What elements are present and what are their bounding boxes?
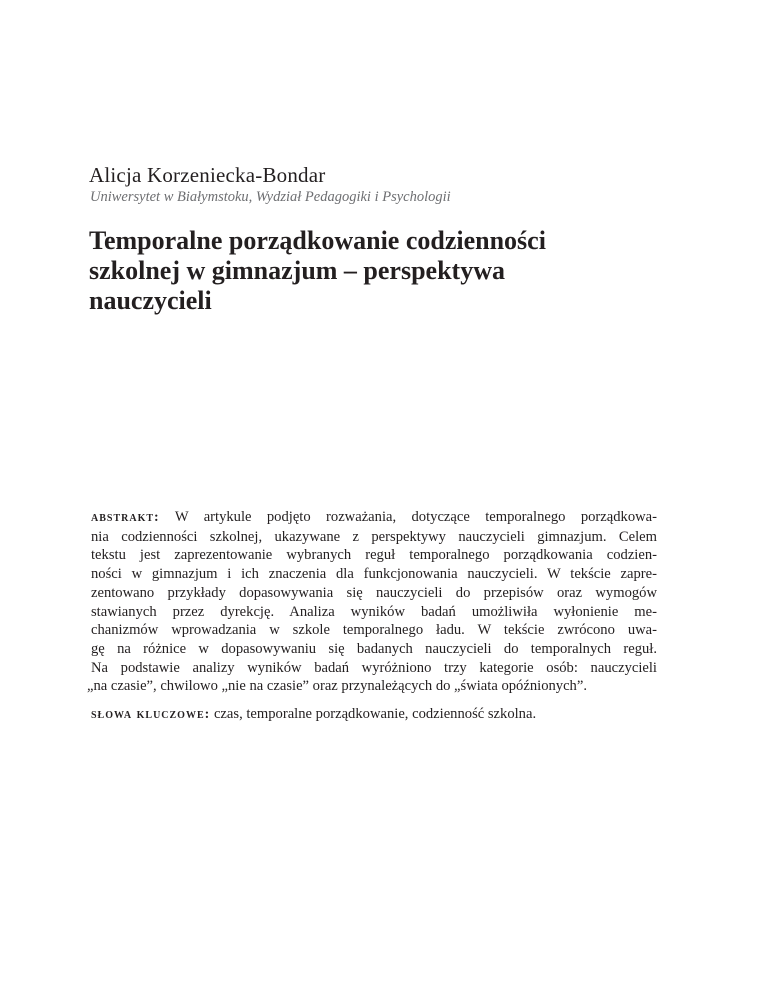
title-line: szkolnej w gimnazjum – perspektywa	[89, 256, 505, 285]
abstract-line	[77, 508, 657, 528]
keywords-text: czas, temporalne porządkowanie, codzienność szkolna.	[213, 706, 537, 722]
author-affiliation: Uniwersytet w Białymstoku, Wydział Pedagogiki i Psychologii	[90, 189, 451, 205]
author-name: Alicja Korzeniecka-Bondar	[89, 163, 326, 187]
keywords-label: słowa kluczowe:	[91, 707, 211, 722]
abstract-line: ności w gimnazjum i ich znaczenia dla funkcjonowania nauczycieli. W tekście zapre-	[91, 566, 657, 583]
abstract-label: abstrakt:	[91, 510, 160, 525]
abstract-line: „na czasie”, chwilowo „nie na czasie” oraz przynależących do „świata opóźnionych”.	[87, 678, 587, 695]
abstract-line: zentowano przykłady dopasowywania się nauczycieli do przepisów oraz wymogów	[91, 584, 657, 601]
abstract-line: chanizmów wprowadzania w szkole temporalnego ładu. W tekście zwrócono uwa-	[91, 622, 657, 639]
abstract-line: stawianych przez dyrekcję. Analiza wyników badań umożliwiła wyłonienie me-	[91, 603, 657, 620]
abstract-line: tekstu jest zaprezentowanie wybranych reguł temporalnego porządkowania codzien-	[91, 547, 657, 564]
keywords-line	[91, 706, 536, 723]
title-line: nauczycieli	[89, 286, 212, 315]
title-line: Temporalne porządkowanie codzienności	[89, 226, 546, 255]
abstract-line: Na podstawie analizy wyników badań wyróżniono trzy kategorie osób: nauczycieli	[91, 659, 657, 676]
abstract-block	[77, 508, 657, 696]
article-title	[89, 226, 689, 316]
abstract-line: gę na różnice w dopasowywaniu się badanych nauczycieli do temporalnych reguł.	[91, 640, 657, 657]
abstract-line-text: W artykule podjęto rozważania, dotyczące temporalnego porządkowa-	[174, 509, 657, 525]
abstract-line: nia codzienności szkolnej, ukazywane z perspektywy nauczycieli gimnazjum. Celem	[91, 528, 657, 545]
